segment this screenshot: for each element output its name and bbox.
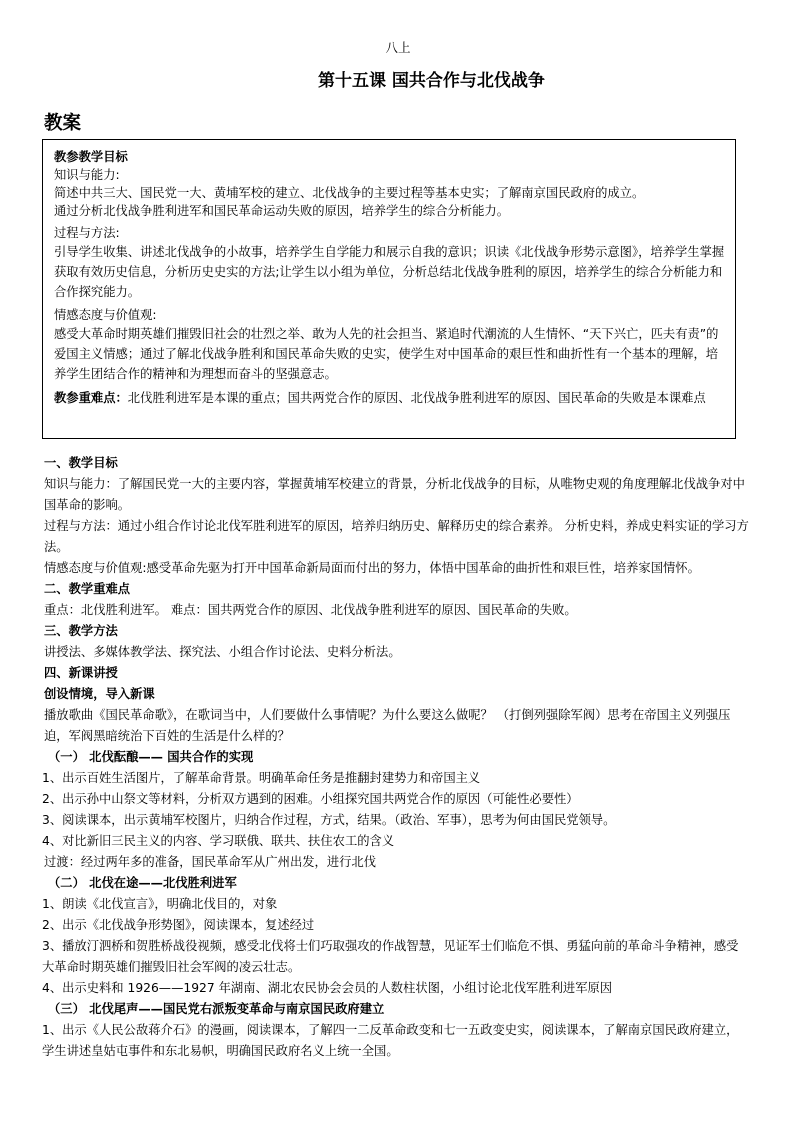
goals-emotion: 情感态度与价值观:感受革命先驱为打开中国革命新局面而付出的努力，体悟中国革命的曲折性和艰巨性，培养家国情怀。 <box>44 561 700 575</box>
process-text: 引导学生收集、讲述北伐战争的小故事，培养学生自学能力和展示自我的意识；识读《北伐战争形势示意图》，培养学生掌握获取有效历史信息，分析历史史实的方法;让学生以小组为单位，分析总结北伐战争胜利的原因，培养学生的综合分析能力和合作探究能力。 <box>54 245 725 299</box>
method-text: 讲授法、多媒体教学法、探究法、小组合作讨论法、史料分析法。 <box>44 645 401 659</box>
key-points <box>54 388 725 408</box>
key-text: 重点：北伐胜利进军。 难点：国共两党合作的原因、北伐战争胜利进军的原因、国民革命的失败。 <box>44 603 577 617</box>
goals-process: 过程与方法：通过小组合作讨论北伐军胜利进军的原因，培养归纳历史、解释历史的综合素养。 分析史料，养成史料实证的学习方法。 <box>44 519 749 554</box>
emotion-label: 情感态度与价值观: <box>54 308 157 322</box>
grade-label: 八上 <box>385 40 411 55</box>
intro-text: 播放歌曲《国民革命歌》，在歌词当中，人们要做什么事情呢？为什么要这么做呢？ （打倒列强除军阀）思考在帝国主义列强压迫，军阀黑暗统治下百姓的生活是什么样的？ <box>44 708 731 743</box>
knowledge-line: 简述中共三大、国民党一大、黄埔军校的建立、北伐战争的主要过程等基本史实；了解南京国民政府的成立。 <box>54 186 645 200</box>
goals-knowledge: 知识与能力：了解国民党一大的主要内容，掌握黄埔军校建立的背景，分析北伐战争的目标，从唯物史观的角度理解北伐战争对中国革命的影响。 <box>44 477 745 512</box>
transition-text: 过渡：经过两年多的准备，国民革命军从广州出发，进行北伐 <box>44 855 377 869</box>
part2-item: 1、朗读《北伐宣言》，明确北伐目的，对象 <box>42 897 278 911</box>
emotion-text: 感受大革命时期英雄们摧毁旧社会的壮烈之举、敢为人先的社会担当、紧追时代潮流的人生情怀、“天下兴亡，匹夫有责”的爱国主义情感；通过了解北伐战争胜利和国民革命失败的史实，使学生对中国革命的艰巨性和曲折性有一个基本的理解，培养学生团结合作的精神和为理想而奋斗的坚强意志。 <box>54 327 719 381</box>
part2-item: 3、播放汀泗桥和贺胜桥战役视频，感受北伐将士们巧取强攻的作战智慧，见证军士们临危不惧、勇猛向前的革命斗争精神，感受大革命时期英雄们摧毁旧社会军阀的凌云壮志。 <box>42 939 739 974</box>
part1-item: 1、出示百姓生活图片，了解革命背景。明确革命任务是推翻封建势力和帝国主义 <box>42 771 481 785</box>
key-text: 北伐胜利进军是本课的重点；国共两党合作的原因、北伐战争胜利进军的原因、国民革命的失败是本课难点 <box>127 391 706 405</box>
lesson-heading: 四、新课讲授 <box>44 666 118 680</box>
part1-item: 3、阅读课本，出示黄埔军校图片，归纳合作过程，方式，结果。（政治、军事），思考为何由国民党领导。 <box>42 813 616 827</box>
knowledge-label: 知识与能力: <box>54 168 120 182</box>
section-heading: 教案 <box>44 113 82 134</box>
key-label: 教参重难点： <box>54 391 128 405</box>
method-heading: 三、教学方法 <box>44 624 118 638</box>
part2-heading: （二） 北伐在途——北伐胜利进军 <box>48 876 237 890</box>
part2-item: 2、出示《北伐战争形势图》，阅读课本，复述经过 <box>42 918 315 932</box>
part1-item: 4、对比新旧三民主义的内容、学习联俄、联共、扶住农工的含义 <box>42 834 395 848</box>
box-heading: 教参教学目标 <box>54 150 128 164</box>
goals-heading: 一、教学目标 <box>44 456 118 470</box>
part2-item: 4、出示史料和 1926——1927 年湖南、湖北农民协会会员的人数柱状图，小组讨论北伐军胜利进军原因 <box>42 981 613 995</box>
process-label: 过程与方法: <box>54 226 120 240</box>
lesson-title: 第十五课 国共合作与北伐战争 <box>318 71 545 91</box>
knowledge-line: 通过分析北伐战争胜利进军和国民革命运动失败的原因，培养学生的综合分析能力。 <box>54 204 509 218</box>
key-heading: 二、教学重难点 <box>44 582 131 596</box>
part3-heading: （三） 北伐尾声——国民党右派叛变革命与南京国民政府建立 <box>48 1002 385 1016</box>
part1-item: 2、出示孙中山祭文等材料，分析双方遇到的困难。小组探究国共两党合作的原因（可能性必要性） <box>42 792 579 806</box>
part1-heading: （一） 北伐酝酿—— 国共合作的实现 <box>48 750 254 764</box>
lesson-plan-body <box>44 453 750 1062</box>
intro-heading: 创设情境，导入新课 <box>44 687 155 701</box>
part3-item: 1、出示《人民公敌蒋介石》的漫画，阅读课本，了解四一二反革命政变和七一五政变史实，阅读课本，了解南京国民政府建立，学生讲述皇姑屯事件和东北易帜，明确国民政府名义上统一全国。 <box>42 1023 739 1058</box>
reference-objectives-box <box>42 139 736 439</box>
